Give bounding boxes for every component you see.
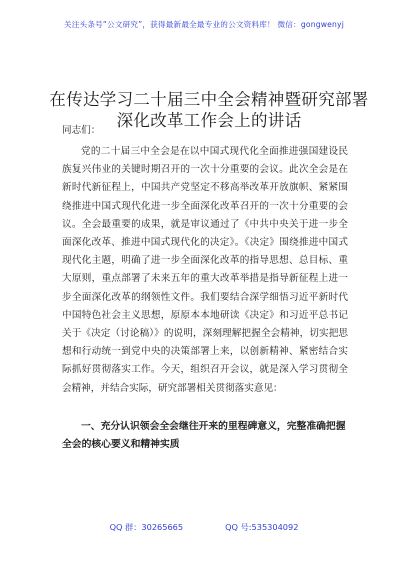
section-heading: 一、充分认识领会全会继往开来的里程碑意义，完整准确把握全会的核心要义和精神实质 — [62, 421, 346, 450]
body-paragraph: 党的二十届三中全会是在以中国式现代化全面推进强国建设民族复兴伟业的关键时期召开的一次十分重要的会议。此次全会是在新时代新征程上，中国共产党坚定不移高举改革开放旗帜、紧紧围绕推进中国式现代化进一步全面深化改革召开的一次十分重要的会议。全会最重要的成果，就是审议通过了《中共中央关于进一步全面深化改革、推进中国式现代化的决定》。《决定》围绕推进中国式现代化主题，明确了进一步全面深化改革的指导思想、总目标、重大原则，重点部署了未来五年的重大改革举措是指导新征程上进一步全面深化改革的纲领性文件。我们要结合深学细悟习近平新时代中国特色社会主义思想，原原本本地研读《决定》和习近平总书记关于《决定（讨论稿）》的说明，深刻理解把握全会精神，切实把思想和行动统一到党中央的决策部署上来，以创新精神、紧密结合实际抓好贯彻落实工作。今天，组织召开会议，就是深入学习贯彻全会精神，并结合实际，研究部署相关贯彻落实意见： — [62, 146, 348, 394]
footer-contact — [0, 522, 408, 533]
page-title: 在传达学习二十届三中全会精神暨研究部署深化改革工作会上的讲话 — [49, 90, 369, 131]
salutation: 同志们： — [62, 125, 101, 136]
header-banner[interactable]: 关注头条号“公文研究”，获得最新最全最专业的公文资料库！ 微信：gongwenyj — [63, 20, 345, 29]
qq-group-text[interactable]: QQ 群：30265665 — [109, 522, 184, 532]
qq-number-text[interactable]: QQ 号:535304092 — [225, 522, 299, 532]
